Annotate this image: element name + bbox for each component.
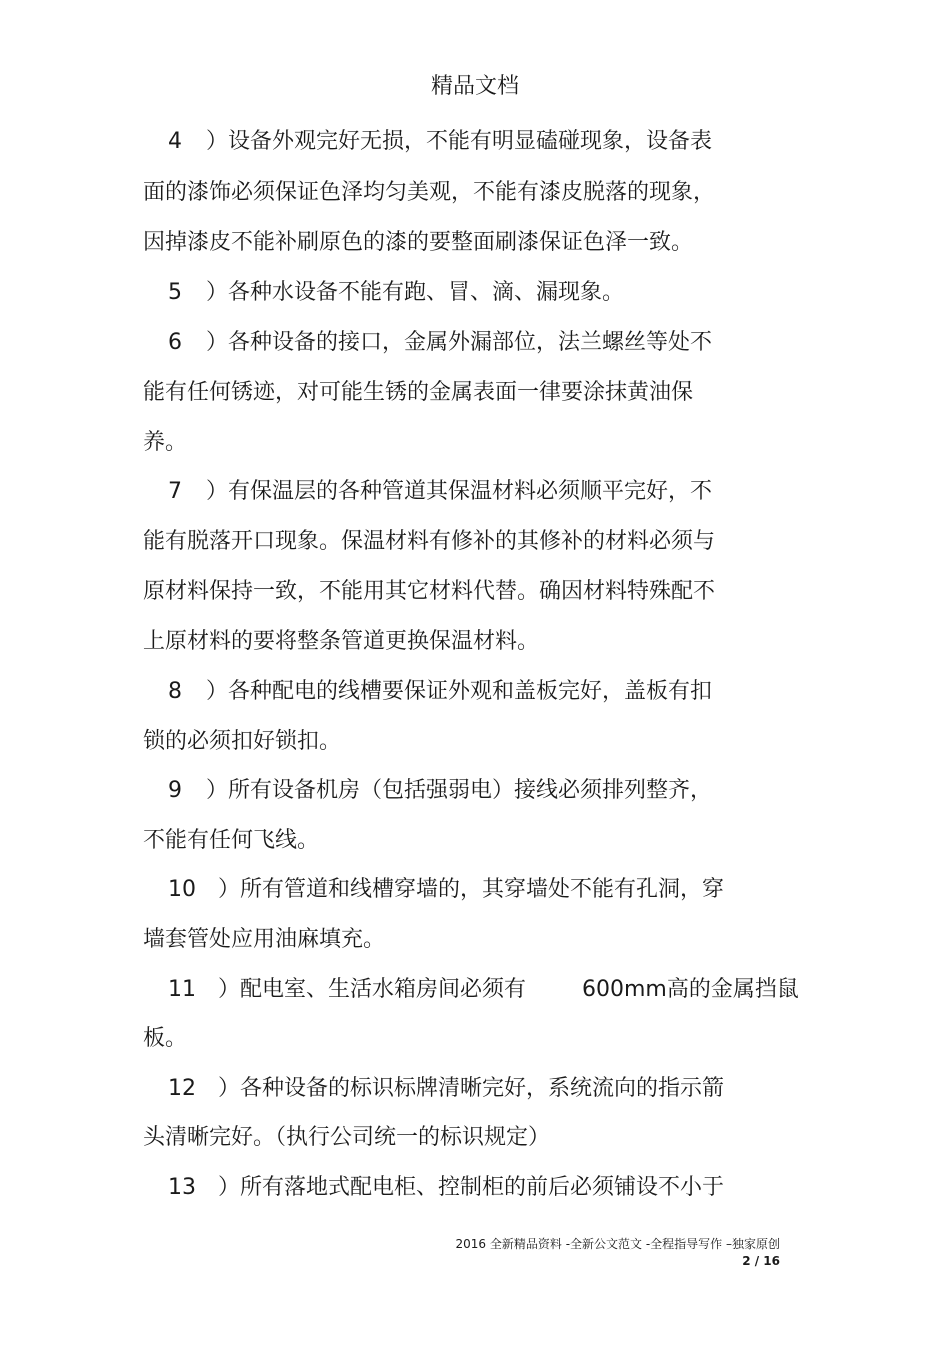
item-13-line-1 <box>0 1171 950 1205</box>
item-text: 不能有任何飞线。 <box>143 828 320 853</box>
item-text: ）各种设备的接口，金属外漏部位，法兰螺丝等处不 <box>206 330 713 355</box>
item-text: 面的漆饰必须保证色泽均匀美观，不能有漆皮脱落的现象， <box>143 180 716 205</box>
item-6-line-2 <box>0 376 950 410</box>
item-text: ）各种水设备不能有跑、冒、滴、漏现象。 <box>206 280 625 305</box>
item-10-line-1 <box>0 873 950 907</box>
item-10-line-2 <box>0 923 950 957</box>
item-text: 头清晰完好。（执行公司统一的标识规定） <box>143 1125 551 1150</box>
item-12-line-2 <box>0 1121 950 1155</box>
item-text: 锁的必须扣好锁扣。 <box>143 729 342 754</box>
item-text: ）所有落地式配电柜、控制柜的前后必须铺设不小于 <box>218 1175 725 1200</box>
page-number: 2 / 16 <box>742 1254 780 1268</box>
item-number: 6 <box>168 330 182 355</box>
item-6-line-3 <box>0 426 950 460</box>
item-text: 板。 <box>143 1026 188 1051</box>
item-text: 养。 <box>143 430 188 455</box>
item-text: 墙套管处应用油麻填充。 <box>143 927 386 952</box>
item-number: 11 <box>168 977 196 1002</box>
item-5-line-1 <box>0 276 950 310</box>
footer-note: 2016 全新精品资料 -全新公文范文 -全程指导写作 –独家原创 <box>455 1237 780 1251</box>
page-header-title: 精品文档 <box>430 74 519 99</box>
item-9-line-1 <box>0 774 950 808</box>
item-text: ）各种设备的标识标牌清晰完好，系统流向的指示箭 <box>218 1076 725 1101</box>
item-number: 12 <box>168 1076 196 1101</box>
item-text: ）所有管道和线槽穿墙的，其穿墙处不能有孔洞，穿 <box>218 877 725 902</box>
item-7-line-2 <box>0 525 950 559</box>
item-7-line-4 <box>0 625 950 659</box>
item-text-continued: 600mm高的金属挡鼠 <box>582 977 799 1002</box>
item-text: 因掉漆皮不能补刷原色的漆的要整面刷漆保证色泽一致。 <box>143 230 694 255</box>
item-number: 9 <box>168 778 182 803</box>
item-4-line-3 <box>0 226 950 260</box>
item-11-line-2 <box>0 1022 950 1056</box>
item-text: 能有脱落开口现象。保温材料有修补的其修补的材料必须与 <box>143 529 716 554</box>
item-number: 8 <box>168 679 182 704</box>
item-12-line-1 <box>0 1072 950 1106</box>
item-text: ）配电室、生活水箱房间必须有 <box>218 977 527 1002</box>
item-7-line-3 <box>0 575 950 609</box>
item-4-line-1 <box>0 125 950 159</box>
item-text: 能有任何锈迹，对可能生锈的金属表面一律要涂抹黄油保 <box>143 380 694 405</box>
item-7-line-1 <box>0 475 950 509</box>
item-11-line-1 <box>0 973 950 1007</box>
item-number: 7 <box>168 479 182 504</box>
item-text: ）所有设备机房（包括强弱电）接线必须排列整齐， <box>206 778 713 803</box>
item-8-line-1 <box>0 675 950 709</box>
item-text: 原材料保持一致，不能用其它材料代替。确因材料特殊配不 <box>143 579 716 604</box>
item-9-line-2 <box>0 824 950 858</box>
item-8-line-2 <box>0 725 950 759</box>
item-text: ）各种配电的线槽要保证外观和盖板完好，盖板有扣 <box>206 679 713 704</box>
item-text: 上原材料的要将整条管道更换保温材料。 <box>143 629 540 654</box>
item-4-line-2 <box>0 176 950 210</box>
item-number: 13 <box>168 1175 196 1200</box>
item-number: 10 <box>168 877 196 902</box>
item-6-line-1 <box>0 326 950 360</box>
item-number: 4 <box>168 129 182 154</box>
item-text: ）设备外观完好无损，不能有明显磕碰现象，设备表 <box>206 129 713 154</box>
item-text: ）有保温层的各种管道其保温材料必须顺平完好，不 <box>206 479 713 504</box>
item-number: 5 <box>168 280 182 305</box>
